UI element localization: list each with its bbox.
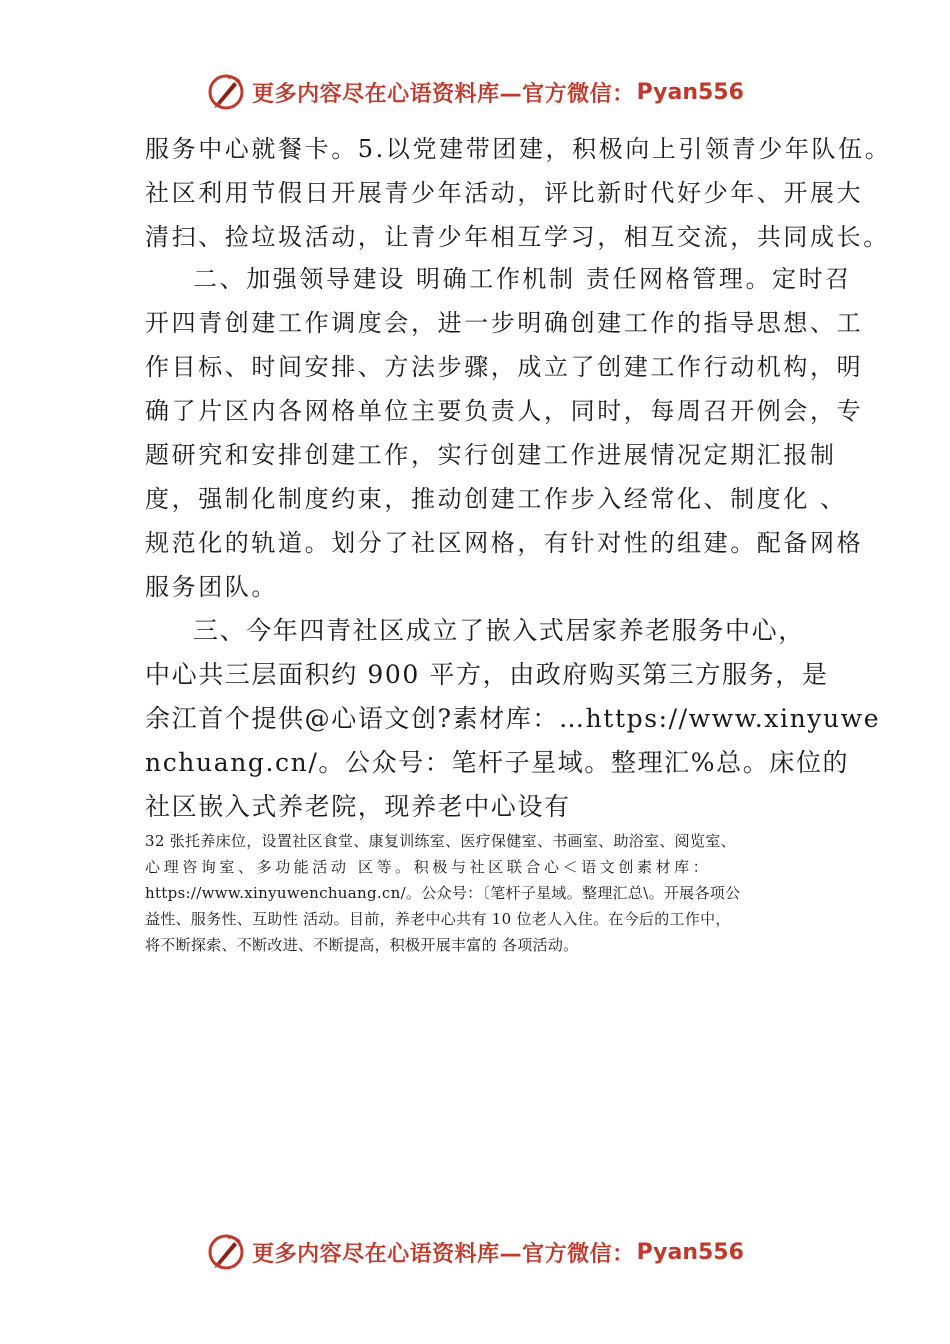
text-line: 32 张托养床位，设置社区食堂、康复训练室、医疗保健室、书画室、助浴室、阅览室、 — [145, 832, 736, 850]
text-line: 二、加强领导建设 明确工作机制 责任网格管理。定时召 — [193, 265, 852, 293]
text-line: https://www.xinyuwenchuang.cn/。公众号：〔笔杆子星域。整理汇总\。开展各项公 — [145, 884, 741, 902]
text-line: 心理咨询室、多功能活动 区等。积极与社区联合心＜语文创素材库： — [145, 858, 712, 876]
text-line: 将不断探索、不断改进、不断提高，积极开展丰富的 各项活动。 — [145, 936, 579, 954]
text-line: 开四青创建工作调度会，进一步明确创建工作的指导思想、工 — [145, 309, 864, 337]
pen-logo-icon — [206, 1232, 246, 1272]
footer-banner — [0, 1232, 950, 1272]
paragraph-2 — [145, 257, 864, 609]
text-line: 三、今年四青社区成立了嵌入式居家养老服务中心， — [193, 616, 805, 645]
wechat-id: Pyan556 — [636, 1239, 744, 1265]
text-line: 服务团队。 — [145, 573, 278, 601]
paragraph-3 — [145, 609, 881, 829]
text-line: 题研究和安排创建工作，实行创建工作进展情况定期汇报制 — [145, 441, 837, 469]
text-line: 中心共三层面积约 900 平方，由政府购买第三方服务，是 — [145, 660, 829, 689]
text-line: 确了片区内各网格单位主要负责人，同时，每周召开例会，专 — [145, 397, 864, 425]
text-line: 社区嵌入式养老院，现养老中心设有 — [145, 792, 571, 821]
text-line: 度，强制化制度约束，推动创建工作步入经常化、制度化 、 — [145, 485, 847, 513]
text-line: 社区利用节假日开展青少年活动，评比新时代好少年、开展大 — [145, 179, 864, 207]
text-line: 益性、服务性、互助性 活动。目前，养老中心共有 10 位老人入住。在今后的工作中， — [145, 910, 731, 928]
text-line: 清扫、捡垃圾活动，让青少年相互学习，相互交流，共同成长。 — [145, 223, 890, 251]
wechat-id: Pyan556 — [636, 79, 744, 105]
text-line: 服务中心就餐卡。5.以党建带团建，积极向上引领青少年队伍。 — [145, 135, 892, 163]
text-line: nchuang.cn/。公众号：笔杆子星域。整理汇%总。床位的 — [145, 748, 850, 777]
text-line: 作目标、时间安排、方法步骤，成立了创建工作行动机构，明 — [145, 353, 864, 381]
banner-text: 更多内容尽在心语资料库—官方微信： — [252, 1241, 635, 1267]
banner-text: 更多内容尽在心语资料库—官方微信： — [252, 81, 635, 107]
text-line: 规范化的轨道。划分了社区网格，有针对性的组建。配备网格 — [145, 529, 864, 557]
text-line: 余江首个提供@心语文创?素材库：…https://www.xinyuwe — [145, 704, 881, 733]
header-banner — [0, 72, 950, 112]
pen-logo-icon — [206, 72, 246, 112]
paragraph-1 — [145, 127, 892, 259]
small-paragraph — [145, 828, 815, 958]
